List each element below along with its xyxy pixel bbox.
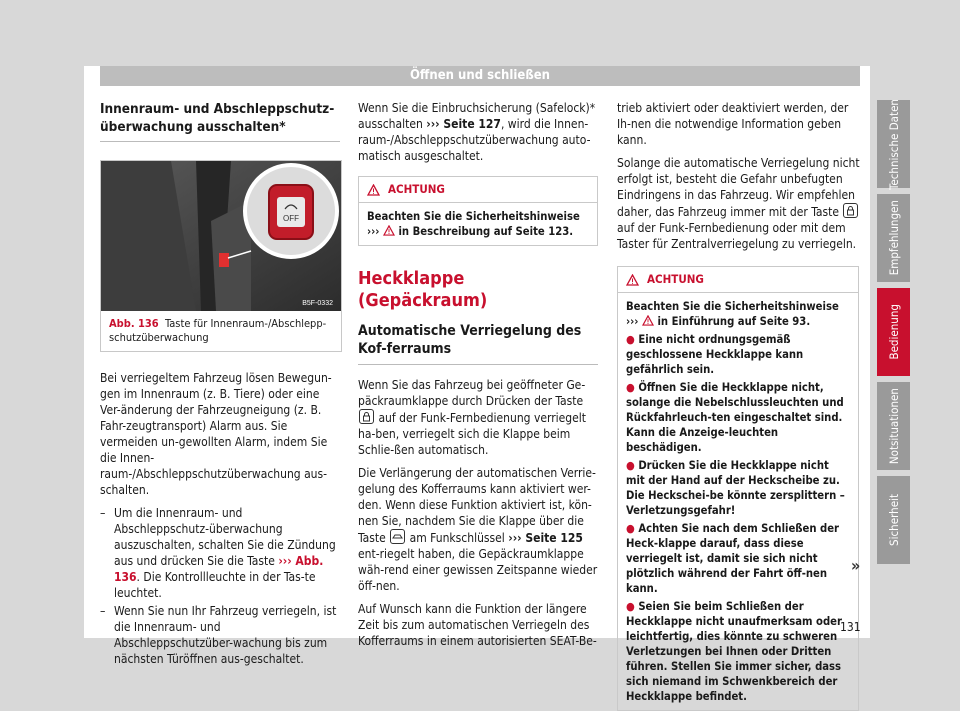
off-button-label: OFF xyxy=(283,214,299,223)
tab-empfehlungen[interactable]: Empfehlungen xyxy=(877,194,910,282)
warning-triangle-icon xyxy=(383,225,395,236)
page-header: Öffnen und schließen xyxy=(100,66,860,86)
warning-bullet: ● Öffnen Sie die Heckklappe nicht, solange die Nebelschlussleuchten und Rückfahrleuch-ten eingeschaltet sind. Kann die Anzeige-leuchten beschädigen. xyxy=(626,381,844,454)
tab-technische-daten[interactable]: Technische Daten xyxy=(877,100,910,188)
trunk-key-icon xyxy=(390,529,405,544)
figure-image xyxy=(101,161,341,311)
figure-code: B5F-0332 xyxy=(302,300,333,307)
figure-reference-link[interactable]: ››› Abb. 136 xyxy=(114,554,324,584)
warning-header xyxy=(359,177,597,203)
figure-caption xyxy=(101,311,341,351)
warning-bullet: ● Eine nicht ordnungsgemäß geschlossene Heckklappe kann gefährlich sein. xyxy=(626,333,804,376)
section-heading-alarm: Innenraum- und Abschleppschutz-überwachung ausschalten* xyxy=(100,100,340,142)
warning-bullet: ● Seien Sie beim Schließen der Heckklappe nicht unaufmerksam oder leichtfertig, dies könnte zu schweren Verletzungen bei Ihnen oder Dritten führen. Stellen Sie immer sicher, dass sich niemand im Schwenkbereich der Heckklappe befindet. xyxy=(626,600,842,703)
figure-136 xyxy=(100,160,342,352)
column-2 xyxy=(358,100,598,656)
paragraph-recommendation: Solange die automatische Verriegelung nicht erfolgt ist, besteht die Gefahr unbefugten Eindringens in das Fahrzeug. Wir empfehlen daher, das Fahrzeug immer mit der Taste auf der Funk-Fernbedienung oder mit dem Taster für Zentralverriegelung zu verriegeln. xyxy=(617,156,860,251)
tab-sicherheit[interactable]: Sicherheit xyxy=(877,476,910,564)
subsection-title-auto-lock: Automatische Verriegelung des Kof-ferraums xyxy=(358,322,598,365)
warning-body: Beachten Sie die Sicherheitshinweise ››› in Einführung auf Seite 93. ● Eine nicht ordnungsgemäß geschlossene Heckklappe kann gefährlich sein. ● Öffnen Sie die Heckklappe nicht, solange die Nebelschlussleuchten und Rückfahrleuch-ten eingeschaltet sind. Kann die Anzeige-leuchten beschädigen. ● Drücken Sie die Heckklappe nicht mit der Hand auf der Heckscheibe zu. Die Heckschei-be könnte zersplittern – Verletzungsgefahr! ● Achten Sie nach dem Schließen der Heck-klappe darauf, dass diese verriegelt ist, damit sie sich nicht plötzlich während der Fahrt öff-nen kann. ● Seien Sie beim Schließen der Heckklappe nicht unaufmerksam oder leichtfertig, dies könnte zu schweren Verletzungen bei Ihnen oder Dritten führen. Stellen Sie immer sicher, dass sich niemand im Schwenkbereich der Heckklappe befindet. xyxy=(618,293,858,710)
column-3 xyxy=(617,100,860,711)
page-number: 131 xyxy=(840,620,861,634)
figure-caption-text: Taste für Innenraum-/Abschlepp-schutzüberwachung xyxy=(109,317,327,344)
paragraph-auto-lock: Wenn Sie das Fahrzeug bei geöffneter Ge-päckraumklappe durch Drücken der Taste auf der Funk-Fernbedienung verriegelt ha-ben, verriegelt sich die Klappe beim Schlie-ßen automatisch. xyxy=(358,378,587,457)
step-1: – Um die Innenraum- und Abschleppschutz-überwachung auszuschalten, schalten Sie die Zündung aus und drücken Sie die Taste ››› Abb. 136. Die Kontrollleuchte in der Tas-te leuchtet. xyxy=(100,505,340,601)
warning-triangle-icon xyxy=(367,184,380,196)
paragraph-dealer: Auf Wunsch kann die Funktion der längere Zeit bis zum automatischen Verriegeln des Kofferraums in einem autorisierten SEAT-Be- xyxy=(358,602,597,648)
figure-label: Abb. 136 xyxy=(109,317,159,330)
warning-body: Beachten Sie die Sicherheitshinweise ››› in Beschreibung auf Seite 123. xyxy=(367,210,580,238)
warning-triangle-icon xyxy=(626,274,639,286)
column-1 xyxy=(100,100,340,669)
chapter-tabs xyxy=(877,100,910,570)
page-reference-link[interactable]: ››› Seite 125 xyxy=(508,531,583,545)
warning-title: ACHTUNG xyxy=(388,182,445,196)
paragraph-safelock: Wenn Sie die Einbruchsicherung (Safelock)* ausschalten ››› Seite 127, wird die Innen-raum-/Abschleppschutzüberwachung auto-matisch ausgeschaltet. xyxy=(358,101,596,163)
small-button-in-place xyxy=(219,253,229,267)
step-2: – Wenn Sie nun Ihr Fahrzeug verriegeln, ist die Innenraum- und Abschleppschutzüber-wachung bis zum nächsten Türöffnen aus-geschaltet. xyxy=(100,603,340,667)
lock-key-icon xyxy=(843,203,858,218)
paragraph-extension: Die Verlängerung der automatischen Verrie-gelung des Kofferraums kann aktiviert wer-den. Wenn diese Funktion aktiviert ist, kön-nen Sie, nachdem Sie die Klappe über die Taste am Funkschlüssel ››› Seite 125 ent-riegelt haben, die Gepäckraumklappe wäh-rend einer gewissen Zeitspanne wieder öff-nen. xyxy=(358,466,598,593)
tab-notsituationen[interactable]: Notsituationen xyxy=(877,382,910,470)
lock-key-icon xyxy=(359,409,374,424)
tab-bedienung[interactable]: Bedienung xyxy=(877,288,910,376)
paragraph-alarm: Bei verriegeltem Fahrzeug lösen Bewegun-gen im Innenraum (z. B. Tiere) oder eine Ver-änderung der Fahrzeugneigung (z. B. Fahr-zeugtransport) Alarm aus. Sie vermeiden un-gewollten Alarm, indem Sie die Innen-raum-/Abschleppschutzüberwachung aus-schalten. xyxy=(100,371,332,497)
continue-arrow-icon: » xyxy=(851,556,861,575)
warning-box xyxy=(358,176,598,246)
warning-box xyxy=(617,266,859,711)
warning-bullet: ● Achten Sie nach dem Schließen der Heck-klappe darauf, dass diese verriegelt ist, damit sie sich nicht plötzlich während der Fahrt öff-nen kann. xyxy=(626,522,840,595)
warning-header xyxy=(618,267,858,293)
warning-triangle-icon xyxy=(642,315,654,326)
section-title-heckklappe: Heckklappe (Gepäckraum) xyxy=(358,268,488,311)
page-reference-link[interactable]: ››› Seite 127 xyxy=(426,117,501,131)
warning-bullet: ● Drücken Sie die Heckklappe nicht mit der Hand auf der Heckscheibe zu. Die Heckschei-be könnte zersplittern – Verletzungsgefahr! xyxy=(626,459,845,517)
paragraph-continued: trieb aktiviert oder deaktiviert werden, der Ih-nen die notwendige Information geben kann. xyxy=(617,101,849,147)
warning-title: ACHTUNG xyxy=(647,272,704,286)
